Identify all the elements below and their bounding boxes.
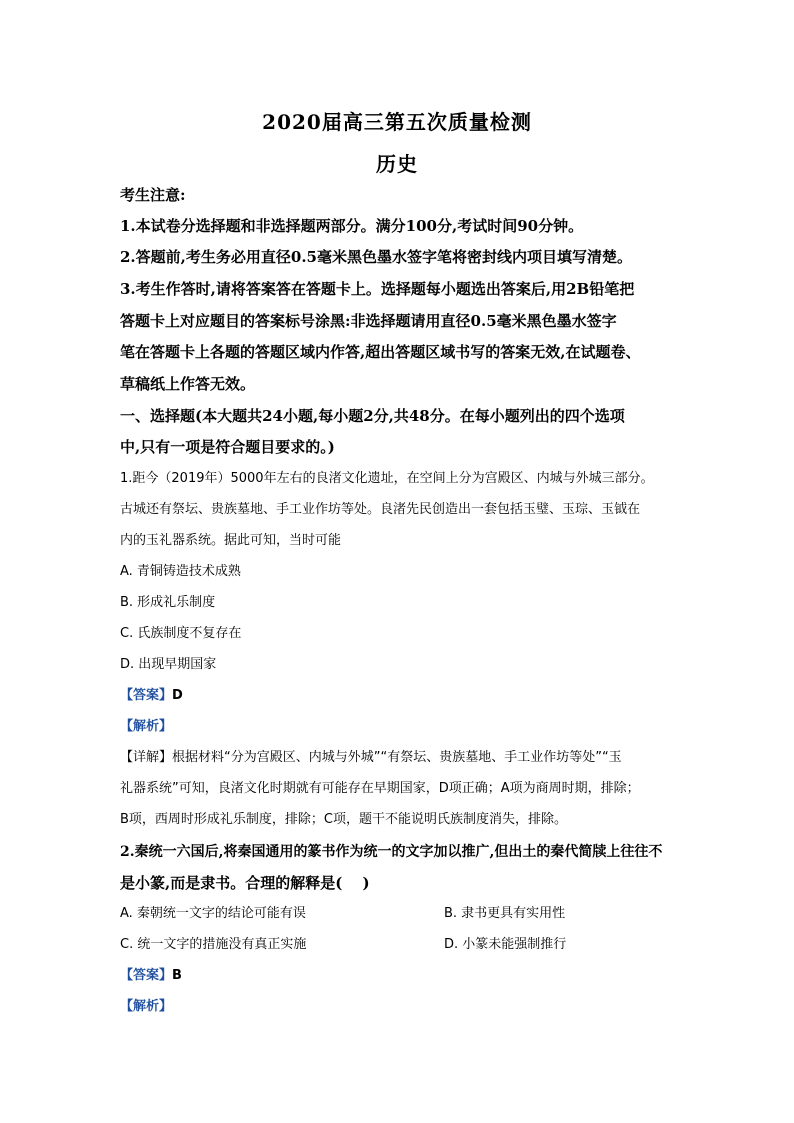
notice-item-3-cont-3: 草稿纸上作答无效。 [120, 375, 256, 393]
q1-analysis-label: 【解析】 [120, 719, 173, 734]
q1-answer-label: 【答案】 [120, 688, 173, 703]
q1-answer-value: D [172, 688, 183, 703]
q1-option-a: A. 青铜铸造技术成熟 [120, 564, 241, 579]
q1-stem-line-1: 1.距今（2019年）5000年左右的良渚文化遗址，在空间上分为宫殿区、内城与外城三部分。 [120, 471, 654, 486]
notice-item-3: 3.考生作答时,请将答案答在答题卡上。选择题每小题选出答案后,用2B铅笔把 [120, 280, 635, 298]
q2-analysis-label: 【解析】 [120, 999, 173, 1014]
notice-item-2: 2.答题前,考生务必用直径0.5毫米黑色墨水签字笔将密封线内项目填写清楚。 [120, 248, 632, 266]
q2-option-b: B. 隶书更具有实用性 [444, 906, 566, 921]
q2-stem-line-1: 2.秦统一六国后,将秦国通用的篆书作为统一的文字加以推广,但出土的秦代简牍上往往不 [120, 844, 663, 860]
q1-answer [120, 686, 680, 706]
q1-option-b: B. 形成礼乐制度 [120, 595, 216, 610]
q1-stem-line-3: 内的玉礼器系统。据此可知，当时可能 [120, 533, 342, 548]
q2-option-d: D. 小篆未能强制推行 [444, 937, 567, 952]
q1-stem-line-2: 古城还有祭坛、贵族墓地、手工业作坊等处。良渚先民创造出一套包括玉璧、玉琮、玉钺在 [120, 502, 641, 517]
q2-stem-line-2: 是小篆,而是隶书。合理的解释是( ) [120, 874, 370, 892]
q2-option-c: C. 统一文字的措施没有真正实施 [120, 937, 307, 952]
exam-title: 2020届高三第五次质量检测 [262, 110, 532, 134]
notice-item-3-cont-2: 笔在答题卡上各题的答题区域内作答,超出答题区域书写的答案无效,在试题卷、 [120, 343, 641, 361]
q1-option-c: C. 氏族制度不复存在 [120, 626, 242, 641]
notice-item-3-cont-1: 答题卡上对应题目的答案标号涂黑:非选择题请用直径0.5毫米黑色墨水签字 [120, 312, 617, 330]
q2-answer [120, 966, 680, 986]
q2-answer-value: B [172, 968, 182, 983]
exam-subject: 历史 [376, 152, 418, 176]
q1-detail-line-2: 礼器系统”可知，良渚文化时期就有可能存在早期国家，D项正确；A项为商周时期，排除； [120, 781, 640, 796]
notice-item-1: 1.本试卷分选择题和非选择题两部分。满分100分,考试时间90分钟。 [120, 217, 584, 235]
q1-detail-line-3: B项，西周时形成礼乐制度，排除；C项，题干不能说明氏族制度消失，排除。 [120, 812, 567, 827]
q1-detail-line-1: 【详解】根据材料“分为宫殿区、内城与外城”“有祭坛、贵族墓地、手工业作坊等处”“玉 [120, 750, 622, 765]
q2-answer-label: 【答案】 [120, 968, 173, 983]
q1-option-d: D. 出现早期国家 [120, 657, 217, 672]
section-heading-line-1: 一、选择题(本大题共24小题,每小题2分,共48分。在每小题列出的四个选项 [120, 407, 625, 425]
notice-heading: 考生注意: [120, 186, 186, 204]
section-heading-line-2: 中,只有一项是符合题目要求的。) [120, 438, 335, 456]
q2-option-a: A. 秦朝统一文字的结论可能有误 [120, 906, 306, 921]
